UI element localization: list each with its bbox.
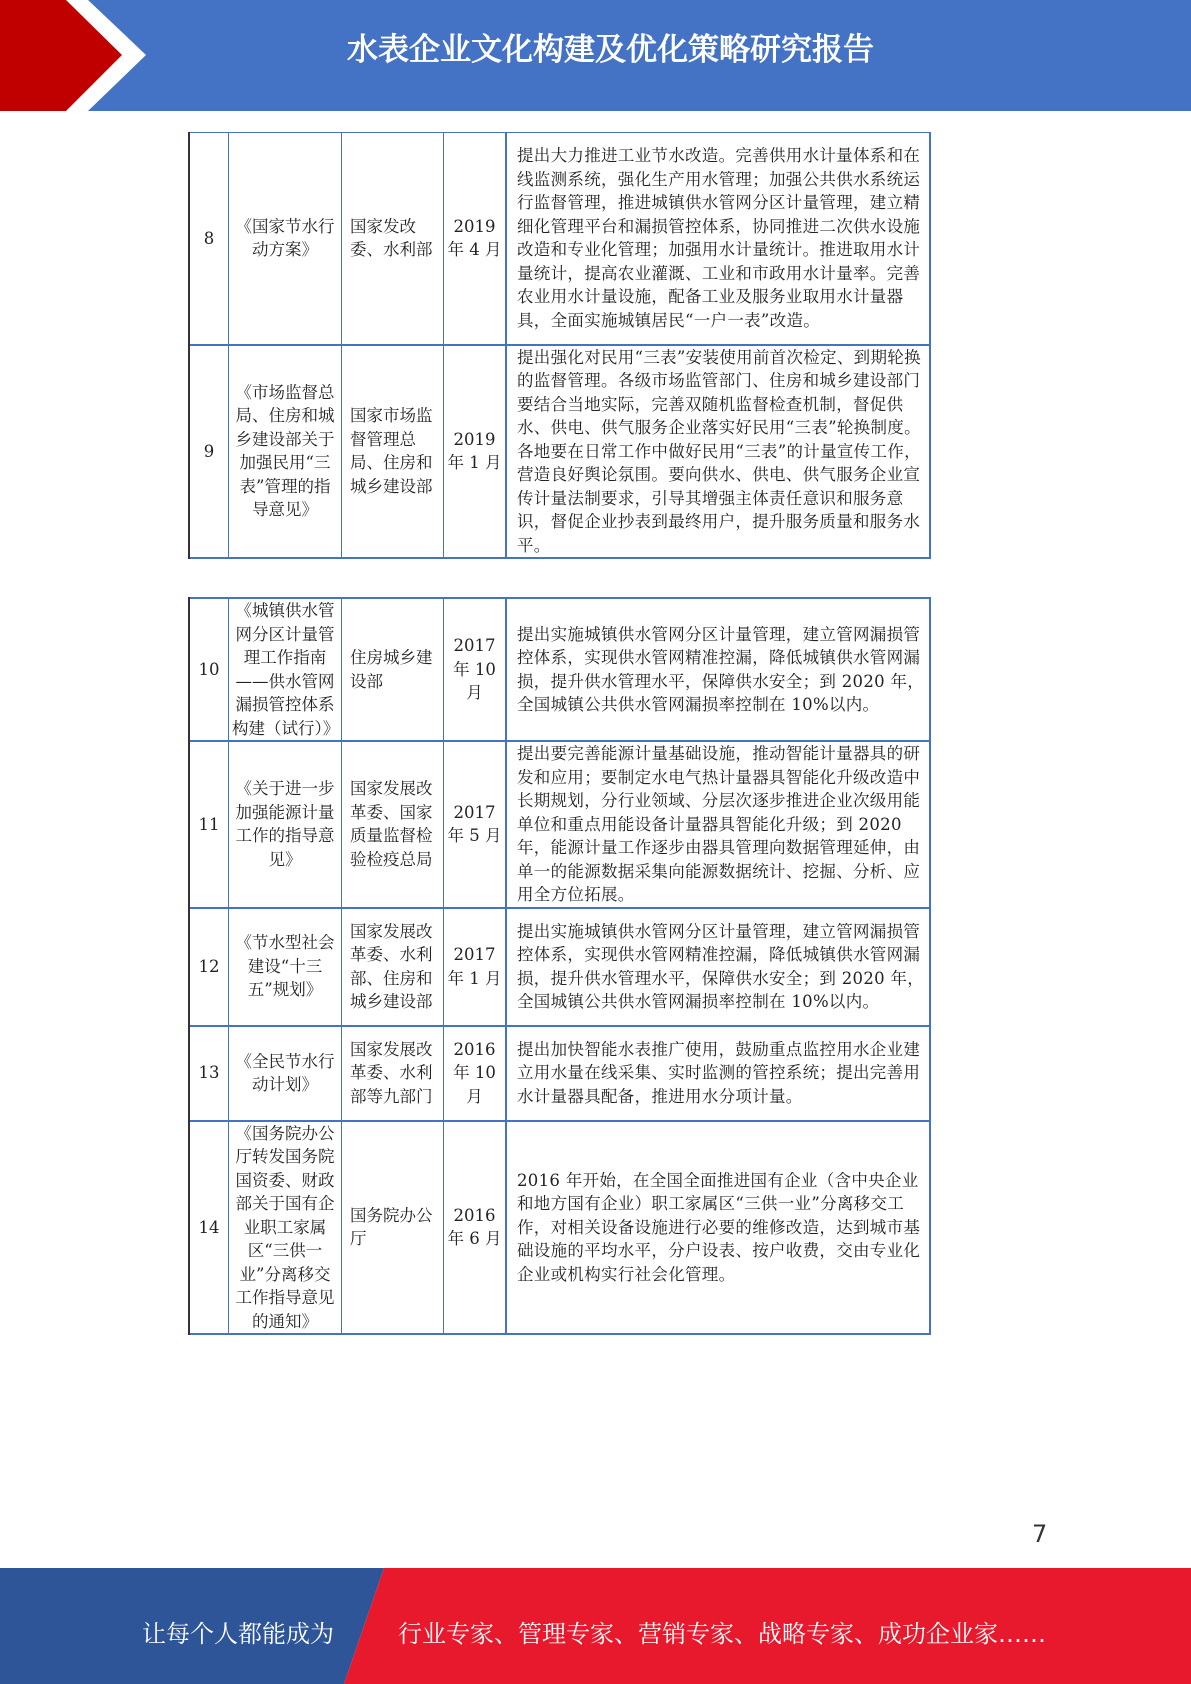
policy-name: 《城镇供水管网分区计量管理工作指南——供水管网漏损管控体系构建（试行）》 [229,598,342,741]
footer-slogan-left: 让每个人都能成为 [142,1620,334,1648]
issuing-agency: 国家发展改革委、国家质量监督检验检疫总局 [342,741,444,908]
issuing-agency: 国家发展改革委、水利部等九部门 [342,1026,444,1121]
issuing-agency: 国家发改委、水利部 [342,133,444,345]
table-row [189,1026,930,1121]
table-row [189,598,930,741]
policy-table-top [188,132,931,559]
issuing-agency: 住房城乡建设部 [342,598,444,741]
policy-name: 《市场监督总局、住房和城乡建设部关于加强民用“三表”管理的指导意见》 [229,345,342,559]
issuing-agency: 国务院办公厅 [342,1121,444,1335]
table-row [189,908,930,1026]
table-row [189,345,930,559]
issue-date: 2017 年 5 月 [444,741,507,908]
issuing-agency: 国家发展改革委、水利部、住房和城乡建设部 [342,908,444,1026]
issue-date: 2019 年 4 月 [444,133,507,345]
policy-content: 提出大力推进工业节水改造。完善供用水计量体系和在线监测系统，强化生产用水管理；加强公共供水系统运行监督管理，推进城镇供水管网分区计量管理，建立精细化管理平台和漏损管控体系，协同推进二次供水设施改造和专业化管理；加强用水计量统计。推进取用水计量统计，提高农业灌溉、工业和市政用水计量率。完善农业用水计量设施，配备工业及服务业取用水计量器具，全面实施城镇居民“一户一表”改造。 [506,133,930,345]
issue-date: 2019 年 1 月 [444,345,507,559]
page-header [0,0,1191,111]
table-row [189,741,930,908]
page-title: 水表企业文化构建及优化策略研究报告 [347,32,874,68]
issue-date: 2017 年 1 月 [444,908,507,1026]
row-number: 10 [189,598,229,741]
policy-name: 《全民节水行动计划》 [229,1026,342,1121]
policy-content: 提出实施城镇供水管网分区计量管理，建立管网漏损管控体系，实现供水管网精准控漏，降低城镇供水管网漏损，提升供水管理水平，保障供水安全；到 2020 年，全国城镇公共供水管网漏损率控制在 10%以内。 [506,908,930,1026]
issue-date: 2017 年 10 月 [444,598,507,741]
table-row [189,1121,930,1335]
footer-slogan-right: 行业专家、管理专家、营销专家、战略专家、成功企业家…… [398,1620,1046,1648]
policy-content: 提出强化对民用“三表”安装使用前首次检定、到期轮换的监督管理。各级市场监管部门、住房和城乡建设部门要结合当地实际，完善双随机监督检查机制，督促供水、供电、供气服务企业落实好民用“三表”轮换制度。各地要在日常工作中做好民用“三表”的计量宣传工作，营造良好舆论氛围。要向供水、供电、供气服务企业宣传计量法制要求，引导其增强主体责任意识和服务意识，督促企业抄表到最终用户，提升服务质量和服务水平。 [506,345,930,559]
issue-date: 2016 年 10 月 [444,1026,507,1121]
issuing-agency: 国家市场监督管理总局、住房和城乡建设部 [342,345,444,559]
table-row [189,133,930,345]
row-number: 13 [189,1026,229,1121]
row-number: 11 [189,741,229,908]
page-number: 7 [1032,1520,1048,1548]
row-number: 12 [189,908,229,1026]
policy-content: 提出加快智能水表推广使用，鼓励重点监控用水企业建立用水量在线采集、实时监测的管控系统；提出完善用水计量器具配备，推进用水分项计量。 [506,1026,930,1121]
row-number: 8 [189,133,229,345]
policy-name: 《国家节水行动方案》 [229,133,342,345]
policy-table-bottom [188,597,931,1335]
row-number: 14 [189,1121,229,1335]
policy-name: 《节水型社会建设“十三五”规划》 [229,908,342,1026]
issue-date: 2016 年 6 月 [444,1121,507,1335]
policy-content: 2016 年开始，在全国全面推进国有企业（含中央企业和地方国有企业）职工家属区“三供一业”分离移交工作，对相关设备设施进行必要的维修改造，达到城市基础设施的平均水平，分户设表、按户收费，交由专业化企业或机构实行社会化管理。 [506,1121,930,1335]
row-number: 9 [189,345,229,559]
policy-content: 提出实施城镇供水管网分区计量管理，建立管网漏损管控体系，实现供水管网精准控漏，降低城镇供水管网漏损，提升供水管理水平，保障供水安全；到 2020 年，全国城镇公共供水管网漏损率控制在 10%以内。 [506,598,930,741]
policy-name: 《国务院办公厅转发国务院国资委、财政部关于国有企业职工家属区“三供一业”分离移交工作指导意见的通知》 [229,1121,342,1335]
policy-name: 《关于进一步加强能源计量工作的指导意见》 [229,741,342,908]
policy-content: 提出要完善能源计量基础设施，推动智能计量器具的研发和应用；要制定水电气热计量器具智能化升级改造中长期规划，分行业领域、分层次逐步推进企业次级用能单位和重点用能设备计量器具智能化升级；到 2020 年，能源计量工作逐步由器具管理向数据管理延伸，由单一的能源数据采集向能源数据统计、挖掘、分析、应用全方位拓展。 [506,741,930,908]
